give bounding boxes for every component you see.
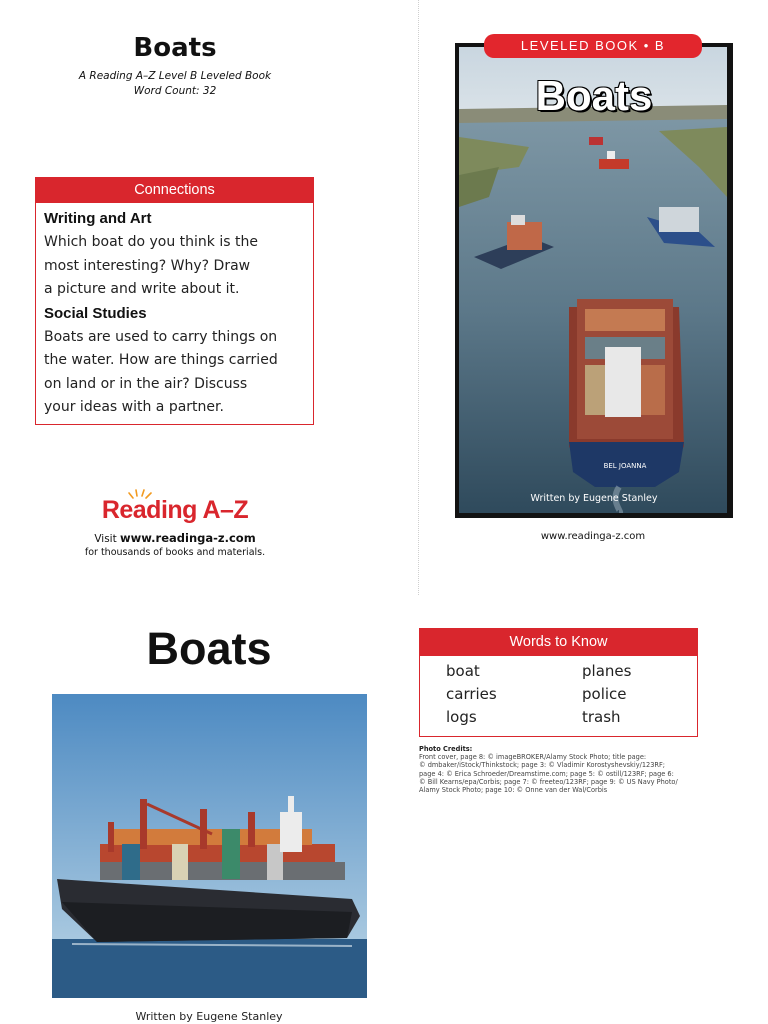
words-to-know-heading: Words to Know <box>420 629 697 656</box>
photo-credits <box>419 745 709 794</box>
visit-prefix: Visit <box>94 533 121 545</box>
page-divider <box>418 0 419 595</box>
connections-box <box>35 177 314 425</box>
back-cover-title: Boats <box>133 33 217 63</box>
connections-line: Which boat do you think is the <box>44 234 258 250</box>
cover-url-line <box>0 531 768 542</box>
leveled-book-banner: LEVELED BOOK • B <box>484 34 702 58</box>
reading-az-logo <box>100 486 250 528</box>
title-page-ship-photo <box>52 694 367 998</box>
vocab-word: police <box>582 685 627 703</box>
photo-credits-title: Photo Credits: <box>419 745 473 753</box>
logo-text: Reading A–Z <box>101 496 249 524</box>
title-page-author: Written by Eugene Stanley <box>135 1010 283 1023</box>
back-cover-subtitle <box>0 69 350 99</box>
cover-title: Boats <box>535 72 653 119</box>
photo-credits-line: © dmbaker/iStock/Thinkstock; page 3: © Vladimir Korostyshevskiy/123RF; <box>419 761 665 770</box>
connections-line: a picture and write about it. <box>44 281 240 297</box>
connections-line: your ideas with a partner. <box>44 399 224 415</box>
connections-section-title: Social Studies <box>44 304 147 322</box>
word-count-line: Word Count: 32 <box>133 85 217 97</box>
title-page-title: Boats <box>146 623 272 674</box>
connections-line: the water. How are things carried <box>44 352 278 368</box>
book-level-line: A Reading A–Z Level B Leveled Book <box>78 70 272 82</box>
svg-text:BEL JOANNA: BEL JOANNA <box>603 462 647 470</box>
website-link[interactable]: www.readinga-z.com <box>120 531 256 545</box>
connections-line: on land or in the air? Discuss <box>44 375 248 392</box>
words-grid <box>420 656 697 736</box>
connections-heading: Connections <box>36 178 313 203</box>
vocab-word: logs <box>446 708 477 726</box>
photo-credits-line: page 4: © Erica Schroeder/Dreamstime.com; page 5: © ostill/123RF; page 6: <box>419 769 674 778</box>
vocab-word: carries <box>446 685 497 703</box>
visit-tagline: for thousands of books and materials. <box>84 547 266 558</box>
photo-credits-line: Front cover, page 8: © imageBROKER/Alamy Stock Photo; title page: <box>419 753 647 762</box>
photo-credits-line: Alamy Stock Photo; page 10: © Onne van der Wal/Corbis <box>419 786 608 795</box>
connections-section-title: Writing and Art <box>44 210 152 227</box>
vocab-word: planes <box>582 662 632 680</box>
photo-credits-line: © Bill Kearns/epa/Corbis; page 7: © freeteo/123RF; page 9: © US Navy Photo/ <box>419 777 678 786</box>
cover-author: Written by Eugene Stanley <box>530 493 658 504</box>
vocab-word: boat <box>446 662 480 680</box>
connections-line: Boats are used to carry things on <box>44 328 278 345</box>
cover-website-link[interactable]: www.readinga-z.com <box>540 531 646 542</box>
vocab-word: trash <box>582 708 621 726</box>
connections-line: most interesting? Why? Draw <box>44 257 251 274</box>
words-to-know-box <box>419 628 698 737</box>
